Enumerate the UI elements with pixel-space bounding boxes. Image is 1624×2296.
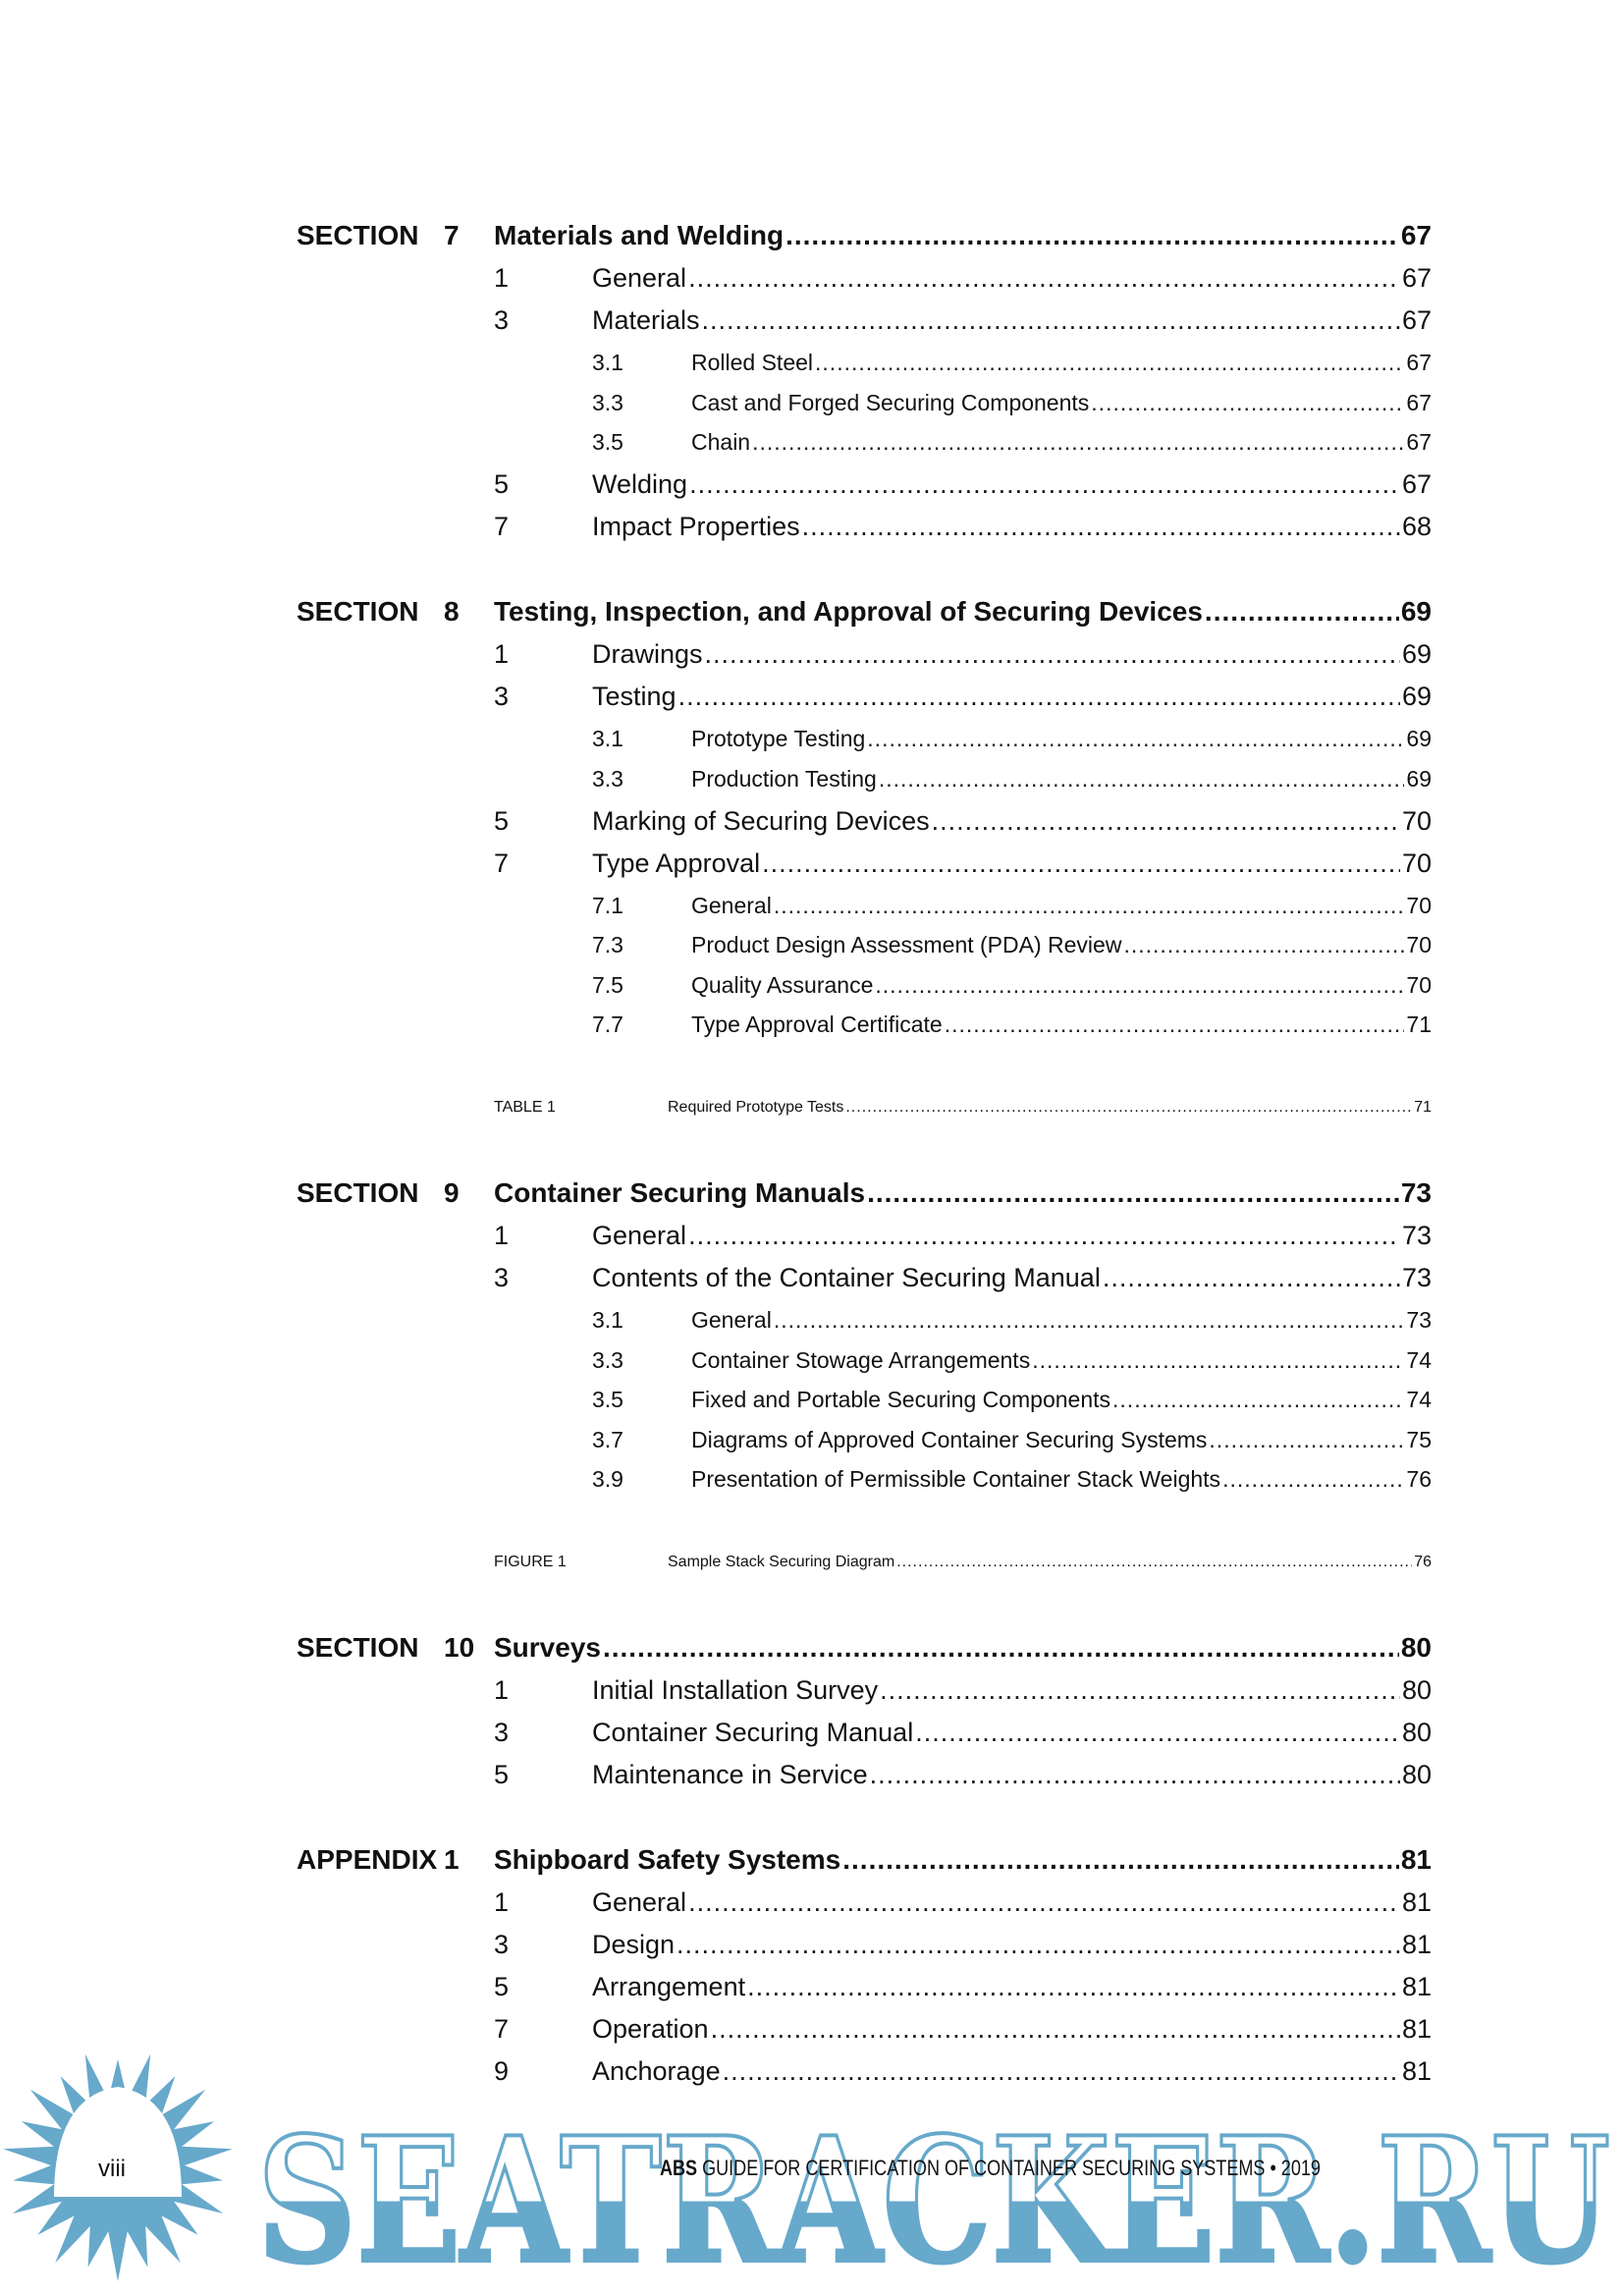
- entry-number: 3.1: [592, 1307, 623, 1333]
- dot-leader: [688, 1885, 1400, 1920]
- entry-title: Product Design Assessment (PDA) Review: [691, 932, 1122, 957]
- dot-leader: [932, 803, 1400, 839]
- toc-section-entry[interactable]: [0, 594, 1624, 629]
- toc-entry[interactable]: [0, 803, 1624, 839]
- entry-number: 3.5: [592, 1387, 623, 1412]
- dot-leader: [880, 1672, 1400, 1708]
- dot-leader: [1222, 1461, 1404, 1497]
- entry-title: Design: [592, 1930, 676, 1959]
- entry-page: 70: [1406, 971, 1432, 998]
- toc-entry[interactable]: [0, 1885, 1624, 1920]
- toc-entry[interactable]: [0, 1461, 1624, 1497]
- entry-number: 3.3: [592, 1346, 623, 1373]
- entry-page: 80: [1400, 1632, 1432, 1663]
- section-label: SECTION: [297, 1632, 419, 1663]
- section-number: 1: [444, 1844, 460, 1875]
- entry-page: 67: [1406, 389, 1432, 415]
- dot-leader: [802, 509, 1400, 544]
- entry-number: 3.5: [592, 429, 623, 455]
- entry-title: Presentation of Permissible Container Stack Weights: [691, 1466, 1221, 1492]
- toc-entry[interactable]: [0, 1672, 1624, 1708]
- entry-title: Container Stowage Arrangements: [691, 1346, 1031, 1373]
- toc-entry[interactable]: [0, 1715, 1624, 1750]
- entry-title: Testing, Inspection, and Approval of Securing Devices: [494, 596, 1203, 627]
- footer-brand: ABS: [660, 2156, 698, 2180]
- entry-number: 3.3: [592, 765, 623, 792]
- entry-title: Initial Installation Survey: [592, 1675, 879, 1705]
- entry-page: 71: [1414, 1099, 1432, 1116]
- entry-page: 71: [1406, 1011, 1432, 1037]
- entry-number: 3.9: [592, 1466, 623, 1492]
- dot-leader: [1091, 385, 1404, 420]
- dot-leader: [688, 260, 1400, 296]
- section-label: SECTION: [297, 220, 419, 250]
- dot-leader: [1209, 1422, 1404, 1457]
- entry-title: Required Prototype Tests: [668, 1099, 844, 1116]
- entry-page: 81: [1401, 2014, 1432, 2044]
- entry-page: 70: [1401, 847, 1432, 878]
- toc-entry[interactable]: [0, 385, 1624, 420]
- toc-entry[interactable]: [0, 1927, 1624, 1962]
- entry-title: Welding: [592, 469, 688, 499]
- entry-page: 70: [1406, 892, 1432, 918]
- entry-title: General: [592, 263, 687, 293]
- dot-leader: [867, 1175, 1399, 1211]
- entry-page: 73: [1401, 1221, 1432, 1250]
- toc-section-entry[interactable]: [0, 1630, 1624, 1666]
- entry-title: Impact Properties: [592, 512, 800, 541]
- dot-leader: [1032, 1342, 1404, 1378]
- entry-page: 67: [1401, 305, 1432, 335]
- dot-leader: [752, 424, 1404, 460]
- entry-page: 73: [1400, 1177, 1432, 1208]
- entry-title: Chain: [691, 429, 751, 455]
- toc-entry[interactable]: [0, 1382, 1624, 1417]
- dot-leader: [945, 1007, 1405, 1042]
- entry-page: 69: [1401, 682, 1432, 711]
- entry-number: 3.1: [592, 726, 623, 751]
- entry-page: 69: [1400, 596, 1432, 627]
- section-number: 7: [444, 220, 460, 250]
- entry-number: 1: [494, 1221, 510, 1250]
- toc-entry[interactable]: [0, 679, 1624, 714]
- dot-leader: [842, 1842, 1399, 1878]
- entry-number: 9: [494, 2056, 510, 2086]
- toc-entry[interactable]: [0, 1969, 1624, 2004]
- entry-page: 70: [1401, 805, 1432, 836]
- toc-entry[interactable]: [0, 1545, 1624, 1580]
- entry-page: 81: [1401, 2056, 1432, 2086]
- toc-entry[interactable]: [0, 1260, 1624, 1295]
- entry-title: General: [592, 1887, 687, 1917]
- section-label: SECTION: [297, 1177, 419, 1208]
- toc-entry[interactable]: [0, 509, 1624, 544]
- dot-leader: [747, 1969, 1400, 2004]
- page-number: viii: [98, 2156, 126, 2182]
- toc-entry[interactable]: [0, 1422, 1624, 1457]
- entry-page: 81: [1401, 1887, 1432, 1917]
- entry-page: 80: [1401, 1718, 1432, 1747]
- dot-leader: [1205, 594, 1399, 629]
- entry-title: Rolled Steel: [691, 350, 814, 375]
- entry-page: 69: [1401, 639, 1432, 669]
- footer-title: [660, 2156, 1321, 2181]
- entry-title: Quality Assurance: [691, 971, 874, 998]
- entry-number: 7.1: [592, 892, 623, 918]
- entry-title: Container Securing Manuals: [494, 1177, 866, 1208]
- entry-number: 1: [494, 639, 510, 669]
- dot-leader: [785, 218, 1399, 253]
- entry-number: 7: [494, 847, 510, 878]
- footer-guide-title: GUIDE FOR CERTIFICATION OF CONTAINER SECURING SYSTEMS: [702, 2156, 1266, 2180]
- entry-title: Type Approval: [592, 847, 761, 878]
- entry-page: 76: [1414, 1554, 1432, 1570]
- entry-number: 1: [494, 263, 510, 293]
- toc-entry[interactable]: [0, 345, 1624, 380]
- toc-entry[interactable]: [0, 260, 1624, 296]
- dot-leader: [677, 1927, 1400, 1962]
- footer-separator: •: [1270, 2156, 1276, 2180]
- section-number: 8: [444, 596, 460, 627]
- entry-title: Contents of the Container Securing Manual: [592, 1263, 1101, 1292]
- entry-page: 69: [1406, 765, 1432, 792]
- footer-year: 2019: [1280, 2156, 1321, 2180]
- entry-page: 80: [1401, 1760, 1432, 1789]
- entry-title: Maintenance in Service: [592, 1760, 868, 1789]
- toc-entry[interactable]: [0, 761, 1624, 796]
- dot-leader: [815, 345, 1404, 380]
- dot-leader: [896, 1545, 1412, 1580]
- toc-entry[interactable]: [0, 2011, 1624, 2047]
- dot-leader: [711, 2011, 1400, 2047]
- toc-section-entry[interactable]: [0, 1175, 1624, 1211]
- entry-title: Container Securing Manual: [592, 1718, 914, 1747]
- toc-entry[interactable]: [0, 1757, 1624, 1792]
- dot-leader: [879, 761, 1405, 796]
- entry-number: 3.7: [592, 1426, 623, 1452]
- entry-page: 74: [1406, 1387, 1432, 1412]
- toc-entry[interactable]: [0, 846, 1624, 881]
- dot-leader: [702, 302, 1400, 338]
- entry-title: Diagrams of Approved Container Securing Systems: [691, 1426, 1208, 1452]
- entry-page: 67: [1401, 263, 1432, 293]
- toc-entry[interactable]: [0, 636, 1624, 672]
- section-label: APPENDIX: [297, 1844, 438, 1875]
- entry-title: Type Approval Certificate: [691, 1011, 943, 1037]
- entry-title: Testing: [592, 682, 677, 711]
- entry-page: 81: [1401, 1972, 1432, 2001]
- entry-page: 73: [1406, 1307, 1432, 1333]
- entry-number: 3: [494, 682, 510, 711]
- toc-entry[interactable]: [0, 424, 1624, 460]
- toc-entry[interactable]: [0, 927, 1624, 962]
- entry-title: General: [691, 1307, 772, 1333]
- dot-leader: [689, 466, 1400, 502]
- entry-title: Cast and Forged Securing Components: [691, 389, 1090, 415]
- entry-page: 81: [1401, 1930, 1432, 1959]
- entry-number: 7: [494, 512, 510, 541]
- entry-number: 3.1: [592, 350, 623, 375]
- entry-title: Surveys: [494, 1632, 601, 1663]
- entry-title: Operation: [592, 2014, 709, 2044]
- dot-leader: [774, 1302, 1405, 1338]
- entry-page: 74: [1406, 1346, 1432, 1373]
- entry-page: 80: [1401, 1675, 1432, 1705]
- dot-leader: [678, 679, 1400, 714]
- toc-entry[interactable]: [0, 1090, 1624, 1125]
- entry-number: 5: [494, 1972, 510, 2001]
- entry-page: 75: [1406, 1426, 1432, 1452]
- entry-title: Materials: [592, 305, 700, 335]
- toc-entry[interactable]: [0, 888, 1624, 923]
- entry-number: 7.3: [592, 932, 623, 957]
- entry-page: 67: [1406, 350, 1432, 375]
- entry-number: 1: [494, 1887, 510, 1917]
- dot-leader: [774, 888, 1405, 923]
- dot-leader: [1112, 1382, 1404, 1417]
- toc-entry[interactable]: [0, 466, 1624, 502]
- toc-entry[interactable]: [0, 967, 1624, 1003]
- toc-section-entry[interactable]: [0, 1842, 1624, 1878]
- toc-entry[interactable]: [0, 721, 1624, 756]
- entry-title: Anchorage: [592, 2056, 721, 2086]
- entry-title: General: [691, 892, 772, 918]
- entry-number: 7.5: [592, 971, 623, 998]
- section-number: 10: [444, 1632, 475, 1663]
- dot-leader: [688, 1218, 1400, 1253]
- entry-title: Prototype Testing: [691, 726, 866, 751]
- toc-entry[interactable]: [0, 302, 1624, 338]
- dot-leader: [762, 846, 1400, 881]
- toc-entry[interactable]: [0, 1007, 1624, 1042]
- entry-page: 70: [1406, 932, 1432, 957]
- dot-leader: [875, 967, 1404, 1003]
- entry-title: Shipboard Safety Systems: [494, 1844, 841, 1875]
- entry-number: 3: [494, 1263, 510, 1292]
- dot-leader: [1103, 1260, 1400, 1295]
- entry-page: 73: [1401, 1263, 1432, 1292]
- entry-title: Fixed and Portable Securing Components: [691, 1387, 1111, 1412]
- entry-number: 5: [494, 469, 510, 499]
- entry-number: TABLE 1: [494, 1099, 556, 1116]
- entry-number: 1: [494, 1675, 510, 1705]
- entry-number: 3: [494, 305, 510, 335]
- entry-title: General: [592, 1221, 687, 1250]
- entry-title: Sample Stack Securing Diagram: [668, 1554, 895, 1570]
- toc-entry[interactable]: [0, 1302, 1624, 1338]
- dot-leader: [603, 1630, 1399, 1666]
- entry-number: 5: [494, 805, 510, 836]
- dot-leader: [870, 1757, 1400, 1792]
- section-label: SECTION: [297, 596, 419, 627]
- entry-number: 3.3: [592, 389, 623, 415]
- dot-leader: [1123, 927, 1404, 962]
- entry-page: 68: [1401, 512, 1432, 541]
- entry-page: 69: [1406, 726, 1432, 751]
- entry-title: Marking of Securing Devices: [592, 805, 930, 836]
- dot-leader: [705, 636, 1400, 672]
- entry-title: Materials and Welding: [494, 220, 785, 250]
- dot-leader: [915, 1715, 1400, 1750]
- toc-entry[interactable]: [0, 1342, 1624, 1378]
- entry-number: FIGURE 1: [494, 1554, 567, 1570]
- entry-page: 67: [1400, 220, 1432, 250]
- entry-title: Drawings: [592, 639, 703, 669]
- section-number: 9: [444, 1177, 460, 1208]
- entry-page: 67: [1401, 469, 1432, 499]
- entry-number: 7.7: [592, 1011, 623, 1037]
- entry-page: 81: [1400, 1844, 1432, 1875]
- watermark-text: SEATRACKER.RU: [257, 2101, 1610, 2296]
- entry-title: Arrangement: [592, 1972, 746, 2001]
- entry-title: Production Testing: [691, 765, 877, 792]
- dot-leader: [845, 1090, 1412, 1125]
- entry-page: 67: [1406, 429, 1432, 455]
- entry-number: 7: [494, 2014, 510, 2044]
- entry-page: 76: [1406, 1466, 1432, 1492]
- toc-section-entry[interactable]: [0, 218, 1624, 253]
- dot-leader: [867, 721, 1404, 756]
- entry-number: 3: [494, 1930, 510, 1959]
- entry-number: 5: [494, 1760, 510, 1789]
- toc-entry[interactable]: [0, 1218, 1624, 1253]
- entry-number: 3: [494, 1718, 510, 1747]
